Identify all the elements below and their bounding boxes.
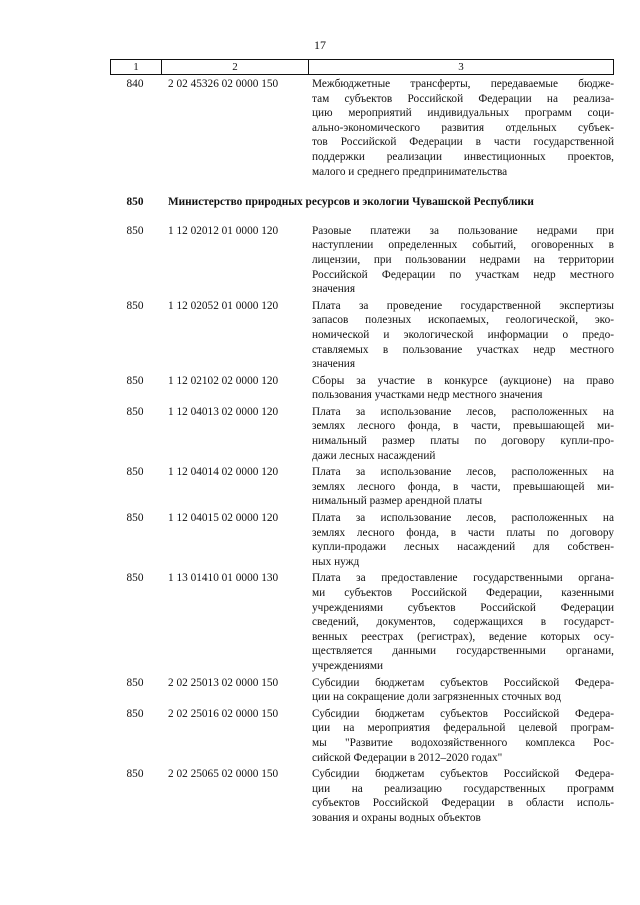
table-row [110, 767, 614, 825]
header-col-1: 1 [111, 60, 162, 74]
description-line: там субъектов Российской Федерации на реализа- [312, 92, 614, 105]
budget-code: 2 02 25065 02 0000 150 [168, 768, 279, 781]
table-row [110, 374, 614, 403]
budget-code: 1 13 01410 01 0000 130 [168, 572, 279, 585]
description-line: значения [312, 358, 356, 371]
admin-code: 850 [126, 374, 144, 387]
budget-code: 1 12 04015 02 0000 120 [168, 512, 279, 525]
section-title: Министерство природных ресурсов и экологии Чувашской Республики [168, 196, 534, 209]
admin-code: 850 [126, 676, 144, 689]
description [308, 571, 614, 673]
description-line: ми субъектов Российской Федерации, казенными [312, 587, 614, 599]
table-row [110, 224, 614, 297]
description-line: венных реестрах (регистрах), ведение которых осу- [312, 630, 614, 643]
admin-code: 850 [126, 768, 144, 781]
description-line: сведений, документов, содержащихся в государст- [312, 616, 614, 629]
budget-code: 1 12 04013 02 0000 120 [168, 405, 279, 418]
description-line: запасов полезных ископаемых, геологической, эко- [312, 314, 614, 327]
table-row [110, 571, 614, 673]
admin-code: 840 [126, 78, 144, 90]
description-line: купли-продажи лесных насаждений для собствен- [312, 541, 614, 554]
page-number: 17 [314, 38, 326, 52]
description-line: землях лесного фонда, в части платы по договору [312, 526, 614, 539]
description-line: Плата за предоставление государственными органа- [312, 572, 614, 585]
description-line: наступлении определенных событий, оговоренных в [312, 239, 614, 252]
table-row [110, 405, 614, 463]
budget-code: 2 02 25016 02 0000 150 [168, 707, 279, 720]
description-line: дажи лесных насаждений [312, 449, 436, 462]
description-line: сийской Федерации в 2012–2020 годах" [312, 751, 503, 764]
description [308, 676, 614, 705]
admin-code: 850 [126, 707, 144, 720]
description-line: ально-экономического развития отдельных субъек- [312, 121, 614, 134]
table-row [110, 299, 614, 372]
description-line: ции на сокращение доли загрязненных сточных вод [312, 691, 561, 704]
header-col-3: 3 [458, 61, 464, 73]
table-row [110, 511, 614, 569]
admin-code: 850 [126, 224, 144, 237]
description-line: Субсидии бюджетам субъектов Российской Федера- [312, 768, 614, 781]
description-line: мы "Развитие водохозяйственного комплекса Рос- [312, 736, 614, 749]
description-line: учреждениями субъектов Российской Федерации [312, 601, 614, 614]
description [308, 767, 614, 825]
description-line: нимальный размер арендной платы [312, 495, 483, 508]
table-row [110, 77, 614, 179]
admin-code: 850 [126, 299, 144, 312]
description-line: ных нужд [312, 555, 360, 568]
description-line: цию мероприятий индивидуальных программ соци- [312, 107, 614, 120]
description [308, 224, 614, 297]
table-row [110, 707, 614, 765]
description-line: поддержки реализации инвестиционных проектов, [312, 150, 614, 163]
description-line: тов Российской Федерации в части государственной [312, 136, 614, 149]
budget-code: 1 12 02012 01 0000 120 [168, 224, 279, 237]
description-line: Разовые платежи за пользование недрами при [312, 224, 614, 237]
table-header [110, 59, 614, 75]
description-line: учреждениями [312, 659, 384, 672]
revenue-codes-table [110, 59, 614, 828]
description-line: ции на мероприятия федеральной целевой програм- [312, 722, 614, 735]
budget-code: 2 02 45326 02 0000 150 [168, 78, 279, 90]
admin-code: 850 [126, 572, 144, 585]
description [308, 511, 614, 569]
description-line: землях лесного фонда, в части, превышающей ми- [312, 420, 614, 433]
header-col-2: 2 [162, 60, 309, 74]
description-line: землях лесного фонда, в части, превышающей ми- [312, 480, 614, 493]
admin-code: 850 [126, 466, 144, 479]
description-line: Субсидии бюджетам субъектов Российской Федера- [312, 676, 614, 689]
description [308, 77, 614, 179]
description [308, 374, 614, 403]
description-line: ставляемых в пользование участках недр местного [312, 343, 614, 356]
description-line: Межбюджетные трансферты, передаваемые бюдже- [312, 78, 614, 90]
description-line: зования и охраны водных объектов [312, 811, 481, 824]
section-heading-row [110, 195, 614, 210]
description-line: лицензии, при пользовании недрами на территории [312, 253, 614, 266]
description-line: ществляется данными государственными органами, [312, 645, 614, 658]
budget-code: 2 02 25013 02 0000 150 [168, 676, 279, 689]
description-line: Плата за использование лесов, расположенных на [312, 512, 614, 525]
description-line: Плата за использование лесов, расположенных на [312, 405, 614, 418]
budget-code: 1 12 02102 02 0000 120 [168, 374, 279, 387]
admin-code: 850 [126, 512, 144, 525]
description [308, 299, 614, 372]
description-line: субъектов Российской Федерации в области исполь- [312, 797, 614, 810]
section-admin-code: 850 [126, 196, 144, 209]
description [308, 405, 614, 463]
description-line: нимальный размер платы по договору купли-про- [312, 435, 614, 448]
description-line: Плата за проведение государственной экспертизы [312, 299, 614, 312]
budget-code: 1 12 02052 01 0000 120 [168, 299, 279, 312]
description-line: Российской Федерации по участкам недр местного [312, 268, 614, 281]
description-line: Плата за использование лесов, расположенных на [312, 466, 614, 479]
description-line: пользования участками недр местного значения [312, 389, 543, 402]
table-row [110, 676, 614, 705]
description-line: малого и среднего предпринимательства [312, 165, 508, 178]
description [308, 465, 614, 509]
admin-code: 850 [126, 405, 144, 418]
description [308, 707, 614, 765]
budget-code: 1 12 04014 02 0000 120 [168, 466, 279, 479]
description-line: значения [312, 283, 356, 296]
description-line: ции на реализацию государственных программ [312, 782, 614, 795]
description-line: Сборы за участие в конкурсе (аукционе) на право [312, 374, 614, 387]
description-line: Субсидии бюджетам субъектов Российской Федера- [312, 707, 614, 720]
table-row [110, 465, 614, 509]
description-line: номической и экологической информации о предо- [312, 328, 614, 341]
